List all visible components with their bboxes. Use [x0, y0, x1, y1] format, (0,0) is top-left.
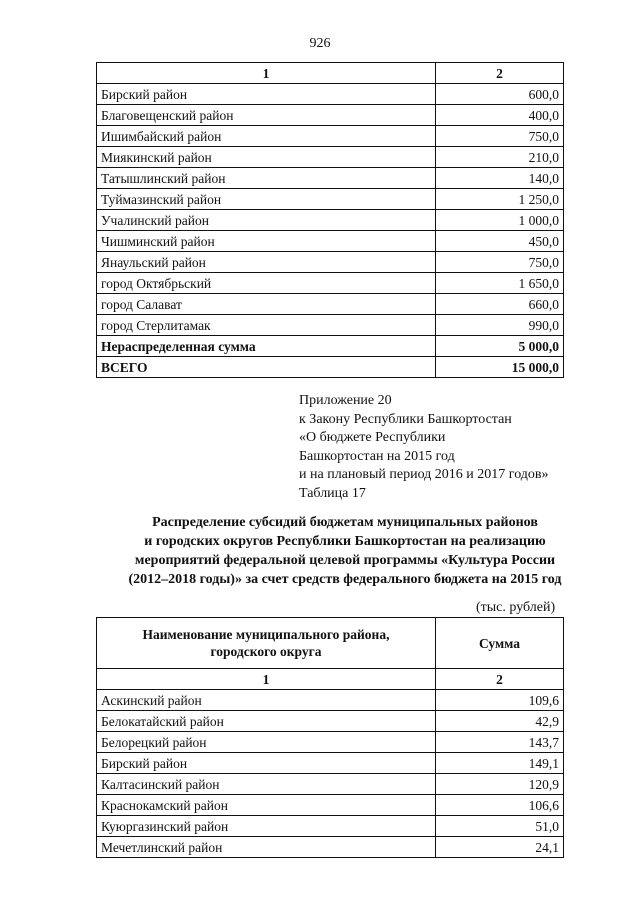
culture-subsidy-table [96, 617, 564, 858]
row-name: Краснокамский район [97, 795, 436, 816]
row-value: 750,0 [436, 126, 564, 147]
row-value: 660,0 [436, 294, 564, 315]
undistributed-row [97, 336, 564, 357]
table-header-row [97, 63, 564, 84]
row-name: Ишимбайский район [97, 126, 436, 147]
row-name: Белорецкий район [97, 732, 436, 753]
row-value: 5 000,0 [436, 336, 564, 357]
row-value: 24,1 [436, 837, 564, 858]
column-number-2: 2 [436, 669, 564, 690]
row-name: город Салават [97, 294, 436, 315]
table-row [97, 168, 564, 189]
row-value: 1 650,0 [436, 273, 564, 294]
table-row [97, 732, 564, 753]
appendix-caption [299, 392, 549, 503]
row-name: Туймазинский район [97, 189, 436, 210]
table-row [97, 189, 564, 210]
table-row [97, 837, 564, 858]
row-name: Бирский район [97, 753, 436, 774]
row-name: Бирский район [97, 84, 436, 105]
table-row [97, 252, 564, 273]
table-row [97, 273, 564, 294]
row-name: Чишминский район [97, 231, 436, 252]
document-title [0, 513, 640, 589]
table-header-row [97, 618, 564, 669]
row-name: Нераспределенная сумма [97, 336, 436, 357]
row-name: Аскинский район [97, 690, 436, 711]
table-row [97, 315, 564, 336]
table-row [97, 126, 564, 147]
row-value: 450,0 [436, 231, 564, 252]
row-name: Татышлинский район [97, 168, 436, 189]
appendix-line: к Закону Республики Башкортостан [299, 411, 512, 427]
row-name: Калтасинский район [97, 774, 436, 795]
title-line: мероприятий федеральной целевой программы «Культура России [134, 553, 556, 568]
page-number: 926 [309, 36, 331, 51]
row-value: 400,0 [436, 105, 564, 126]
row-name: Куюргазинский район [97, 816, 436, 837]
table-row [97, 294, 564, 315]
table-row [97, 690, 564, 711]
row-value: 1 000,0 [436, 210, 564, 231]
table-row [97, 774, 564, 795]
appendix-line: и на плановый период 2016 и 2017 годов» [299, 467, 549, 482]
row-name: Благовещенский район [97, 105, 436, 126]
row-value: 106,6 [436, 795, 564, 816]
column-number-row [97, 669, 564, 690]
row-name: ВСЕГО [97, 357, 436, 378]
row-name: Миякинский район [97, 147, 436, 168]
column-header-name [97, 618, 436, 669]
appendix-line: Приложение 20 [299, 393, 392, 408]
column-number-1: 1 [97, 669, 436, 690]
row-name: Учалинский район [97, 210, 436, 231]
table-row [97, 105, 564, 126]
title-line: и городских округов Республики Башкортостан на реализацию [144, 534, 546, 549]
row-value: 210,0 [436, 147, 564, 168]
row-value: 600,0 [436, 84, 564, 105]
row-value: 990,0 [436, 315, 564, 336]
row-value: 42,9 [436, 711, 564, 732]
row-name: город Октябрьский [97, 273, 436, 294]
row-value: 1 250,0 [436, 189, 564, 210]
appendix-line: Таблица 17 [299, 485, 366, 501]
row-name: Янаульский район [97, 252, 436, 273]
table-row [97, 231, 564, 252]
total-row [97, 357, 564, 378]
row-name: Мечетлинский район [97, 837, 436, 858]
header-line: городского округа [210, 644, 322, 659]
units-label: (тыс. рублей) [476, 600, 556, 615]
row-value: 140,0 [436, 168, 564, 189]
table-row [97, 795, 564, 816]
row-value: 143,7 [436, 732, 564, 753]
title-line: (2012–2018 годы)» за счет средств федерального бюджета на 2015 год [128, 572, 562, 587]
table-row [97, 147, 564, 168]
appendix-line: «О бюджете Республики [299, 430, 446, 445]
row-name: Белокатайский район [97, 711, 436, 732]
table-row [97, 753, 564, 774]
table-row [97, 816, 564, 837]
row-value: 149,1 [436, 753, 564, 774]
table-row [97, 210, 564, 231]
row-value: 109,6 [436, 690, 564, 711]
column-number-2: 2 [436, 63, 564, 84]
column-number-1: 1 [97, 63, 436, 84]
table-row [97, 711, 564, 732]
header-line: Наименование муниципального района, [142, 627, 390, 642]
row-value: 750,0 [436, 252, 564, 273]
table-row [97, 84, 564, 105]
title-line: Распределение субсидий бюджетам муниципальных районов [152, 515, 538, 530]
row-value: 51,0 [436, 816, 564, 837]
row-value: 120,9 [436, 774, 564, 795]
row-name: город Стерлитамак [97, 315, 436, 336]
column-header-sum: Сумма [436, 618, 564, 669]
row-value: 15 000,0 [436, 357, 564, 378]
appendix-line: Башкортостан на 2015 год [299, 448, 455, 464]
subsidy-table-continued [96, 62, 564, 378]
